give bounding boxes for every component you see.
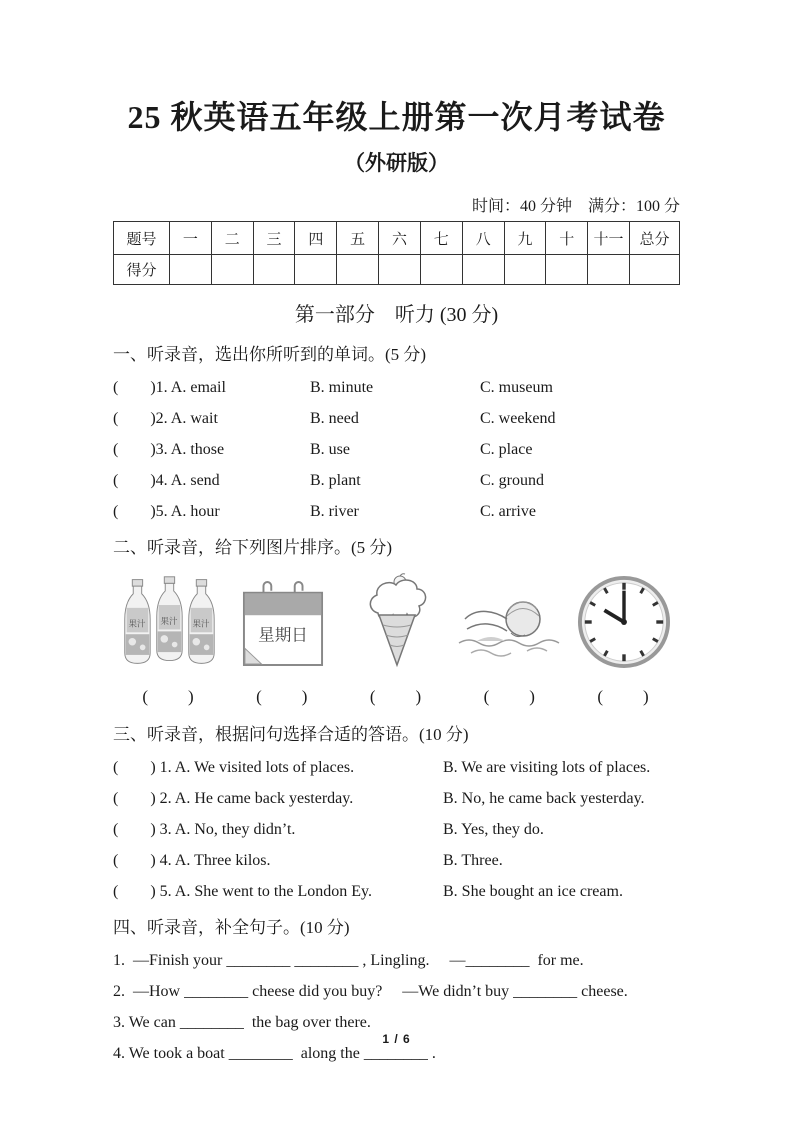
- score-table-cell: 五: [337, 222, 379, 255]
- option-a: A. wait: [170, 410, 218, 427]
- option-b: B. She bought an ice cream.: [443, 883, 623, 900]
- option-b: B. Three.: [443, 852, 503, 869]
- score-table-cell: 一: [170, 222, 212, 255]
- part3-row: [113, 852, 680, 869]
- score-empty-cell: [504, 255, 546, 285]
- part2-images-row: [113, 572, 680, 669]
- score-table: [113, 221, 680, 285]
- fill-in-sentence: 1. —Finish your ________ ________ , Lingling. —________ for me.: [113, 952, 584, 969]
- juice-bottles-image: [121, 574, 217, 669]
- answer-bracket: ( )4.: [113, 472, 168, 489]
- score-empty-cell: [630, 255, 680, 285]
- swimming-image: [457, 589, 563, 669]
- option-a: A. email: [170, 379, 226, 396]
- fill-in-sentence: 2. —How ________ cheese did you buy? —We didn’t buy ________ cheese.: [113, 983, 628, 1000]
- clock-image: [577, 575, 671, 669]
- score-empty-cell: [253, 255, 295, 285]
- calendar-sunday-image: [242, 579, 324, 669]
- score-table-cell: 四: [295, 222, 337, 255]
- svg-text:星期日: 星期日: [257, 625, 308, 645]
- answer-bracket: ( )2.: [113, 410, 168, 427]
- part3-row: [113, 883, 680, 900]
- score-table-cell: 六: [379, 222, 421, 255]
- part1-row: [113, 379, 680, 396]
- answer-bracket: ( )5.: [113, 503, 168, 520]
- answer-bracket: ( ) 2.: [113, 790, 172, 807]
- option-b: B. minute: [310, 379, 374, 396]
- part3-row: [113, 759, 680, 776]
- part1-heading: 一、听录音，选出你所听到的单词。(5 分): [113, 345, 427, 364]
- score-empty-cell: [546, 255, 588, 285]
- score-table-cell: 九: [504, 222, 546, 255]
- option-a: A. Three kilos.: [174, 852, 271, 869]
- option-a: A. She went to the London Ey.: [174, 883, 372, 900]
- option-c: C. arrive: [480, 503, 536, 520]
- option-a: A. We visited lots of places.: [174, 759, 355, 776]
- option-b: B. use: [310, 441, 350, 458]
- score-empty-cell: [170, 255, 212, 285]
- score-table-cell: 十一: [588, 222, 630, 255]
- part3-row: [113, 790, 680, 807]
- option-b: B. No, he came back yesterday.: [443, 790, 645, 807]
- score-table-score-row: [114, 255, 680, 285]
- option-a: A. those: [170, 441, 225, 458]
- page-number: 1 / 6: [382, 1032, 411, 1046]
- ice-cream-image: [365, 573, 429, 669]
- score-table-cell: 题号: [114, 222, 170, 255]
- svg-text:果汁: 果汁: [160, 615, 178, 626]
- part1-row: [113, 503, 680, 520]
- option-b: B. plant: [310, 472, 361, 489]
- fill-in-sentence: 4. We took a boat ________ along the ________ .: [113, 1045, 436, 1062]
- part3-row: [113, 821, 680, 838]
- part4-heading: 四、听录音，补全句子。(10 分): [113, 918, 350, 937]
- part3-heading: 三、听录音，根据问句选择合适的答语。(10 分): [113, 725, 469, 744]
- answer-bracket: ( ): [483, 687, 537, 706]
- fill-in-sentence: 3. We can ________ the bag over there.: [113, 1014, 371, 1031]
- score-table-header-row: [114, 222, 680, 255]
- part1-row: [113, 472, 680, 489]
- answer-bracket: ( ): [369, 687, 424, 706]
- answer-bracket: ( )1.: [113, 379, 168, 396]
- score-empty-cell: [211, 255, 253, 285]
- answer-bracket: ( )3.: [113, 441, 168, 458]
- option-c: C. ground: [480, 472, 544, 489]
- section-heading-listening: 第一部分 听力 (30 分): [294, 304, 499, 326]
- score-table-cell: 七: [420, 222, 462, 255]
- option-c: C. place: [480, 441, 533, 458]
- answer-bracket: ( ): [142, 687, 196, 706]
- option-a: A. No, they didn’t.: [174, 821, 296, 838]
- option-a: A. send: [170, 472, 220, 489]
- option-b: B. need: [310, 410, 359, 427]
- exam-meta-info: 时间：40 分钟 满分：100 分: [471, 198, 680, 215]
- score-empty-cell: [379, 255, 421, 285]
- svg-text:果汁: 果汁: [128, 618, 146, 629]
- option-c: C. weekend: [480, 410, 556, 427]
- score-table-cell: 总分: [630, 222, 680, 255]
- answer-bracket: ( ) 3.: [113, 821, 172, 838]
- answer-bracket: ( ) 1.: [113, 759, 172, 776]
- score-table-cell: 三: [253, 222, 295, 255]
- score-empty-cell: [420, 255, 462, 285]
- answer-bracket: ( ): [256, 687, 310, 706]
- option-b: B. river: [310, 503, 359, 520]
- part1-row: [113, 410, 680, 427]
- score-empty-cell: [295, 255, 337, 285]
- part2-brackets-row: [113, 682, 680, 707]
- score-empty-cell: [462, 255, 504, 285]
- page-title: 25 秋英语五年级上册第一次月考试卷: [127, 99, 666, 135]
- part2-heading: 二、听录音，给下列图片排序。(5 分): [113, 538, 393, 557]
- part1-row: [113, 441, 680, 458]
- option-b: B. Yes, they do.: [443, 821, 544, 838]
- score-table-cell: 十: [546, 222, 588, 255]
- score-table-cell: 二: [211, 222, 253, 255]
- page-subtitle: （外研版）: [344, 151, 449, 175]
- score-label-cell: 得分: [114, 255, 170, 285]
- svg-text:果汁: 果汁: [192, 618, 210, 629]
- option-a: A. hour: [170, 503, 220, 520]
- score-table-cell: 八: [462, 222, 504, 255]
- answer-bracket: ( ) 4.: [113, 852, 172, 869]
- score-empty-cell: [337, 255, 379, 285]
- option-c: C. museum: [480, 379, 553, 396]
- option-b: B. We are visiting lots of places.: [443, 759, 651, 776]
- answer-bracket: ( ) 5.: [113, 883, 172, 900]
- option-a: A. He came back yesterday.: [174, 790, 354, 807]
- score-empty-cell: [588, 255, 630, 285]
- answer-bracket: ( ): [597, 687, 651, 706]
